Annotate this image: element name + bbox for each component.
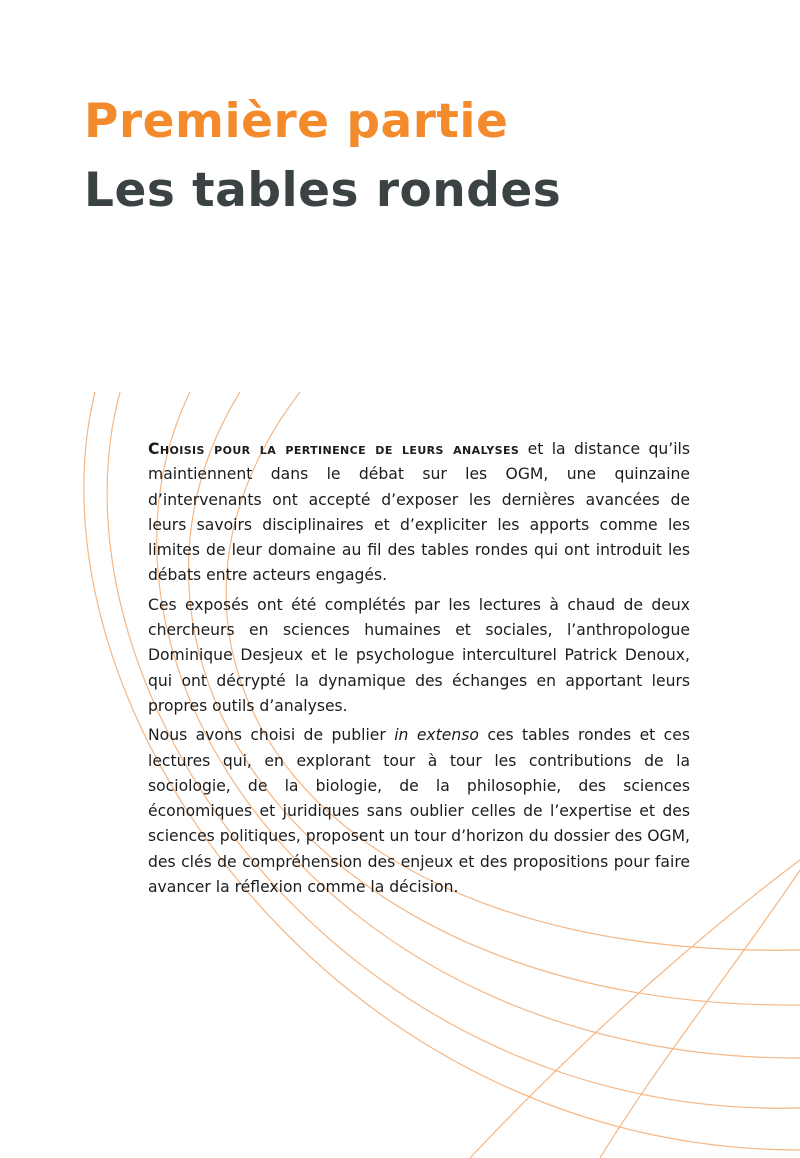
part-title: Première partie <box>84 94 509 149</box>
paragraph-1-text: et la distance qu’ils maintiennent dans le débat sur les OGM, une quinzaine d’intervenants ont accepté d’exposer les dernières avancées de leurs savoirs disciplinaires et d’expliciter les apports comme les limites de leur domaine au fil des tables rondes qui ont introduit les débats entre acteurs engagés. <box>148 440 690 585</box>
paragraph-1 <box>148 437 690 589</box>
paragraph-3-rest: ces tables rondes et ces lectures qui, en explorant tour à tour les contributions de la sociologie, de la biologie, de la philosophie, des sciences économiques et juridiques sans oublier celles de l’expertise et des sciences politiques, proposent un tour d’horizon du dossier des OGM, des clés de compréhension des enjeux et des propositions pour faire avancer la réflexion comme la décision. <box>148 726 690 897</box>
arc-line <box>600 870 800 1158</box>
paragraph-3 <box>148 723 690 900</box>
title-block <box>84 94 562 218</box>
body-text <box>148 437 690 904</box>
lead-in: Choisis pour la pertinence de leurs analyses <box>148 440 520 458</box>
paragraph-3-start: Nous avons choisi de publier <box>148 726 395 745</box>
paragraph-2: Ces exposés ont été complétés par les lectures à chaud de deux chercheurs en sciences humaines et sociales, l’anthropologue Dominique Desjeux et le psychologue interculturel Patrick Denoux, qui ont décrypté la dynamique des échanges en apportant leurs propres outils d’analyses. <box>148 595 690 715</box>
main-title: Les tables rondes <box>84 163 562 218</box>
paragraph-3-italic: in extenso <box>394 726 479 745</box>
arc-line <box>470 860 800 1158</box>
